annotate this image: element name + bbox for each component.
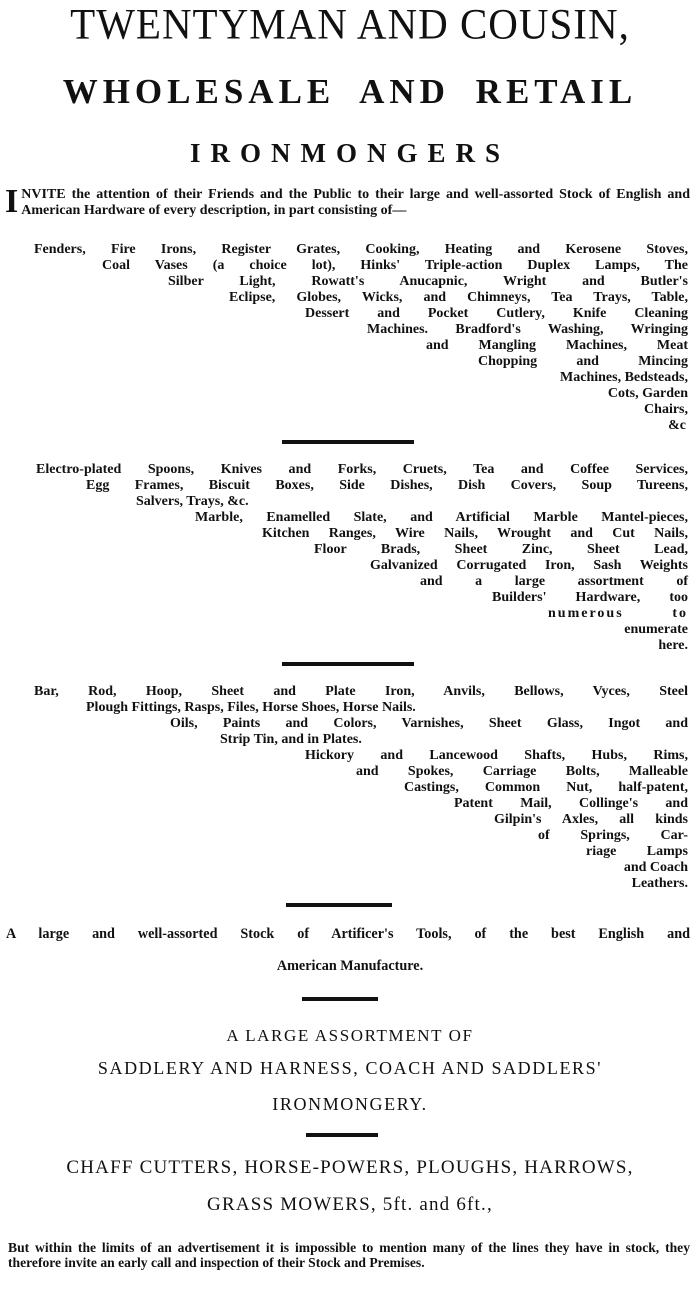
- list-line: Coal Vases (a choice lot), Hinks' Triple-action Duplex Lamps, The: [102, 258, 688, 273]
- closing-paragraph: But within the limits of an advertisement it is impossible to mention many of the lines they have in stock, they therefore invite an early call and inspection of their Stock and Premises.: [8, 1240, 690, 1270]
- list-line: Builders' Hardware, too: [492, 590, 688, 605]
- list-line: Patent Mail, Collinge's and: [454, 796, 688, 811]
- drop-cap: I: [5, 183, 19, 220]
- list-line: Salvers, Trays, &c.: [136, 494, 249, 509]
- list-line: Castings, Common Nut, half-patent,: [404, 780, 688, 795]
- list-line: Kitchen Ranges, Wire Nails, Wrought and Cut Nails,: [262, 526, 688, 541]
- list-line: Fenders, Fire Irons, Register Grates, Cooking, Heating and Kerosene Stoves,: [34, 242, 688, 257]
- list-line: numerous to: [548, 606, 688, 621]
- list-line: Bar, Rod, Hoop, Sheet and Plate Iron, Anvils, Bellows, Vyces, Steel: [34, 684, 688, 699]
- saddlery-line-3: IRONMONGERY.: [272, 1094, 428, 1114]
- occupation-heading: IRONMONGERS: [189, 138, 510, 168]
- tools-line-2: American Manufacture.: [276, 958, 424, 974]
- list-line: Oils, Paints and Colors, Varnishes, Sheet Glass, Ingot and: [170, 716, 688, 731]
- list-line: Machines. Bradford's Washing, Wringing: [367, 322, 688, 337]
- list-line: Plough Fittings, Rasps, Files, Horse Shoes, Horse Nails.: [86, 700, 416, 715]
- list-line: here.: [658, 638, 688, 653]
- list-line: Silber Light, Rowatt's Anucapnic, Wright and Butler's: [168, 274, 688, 289]
- list-line: Electro-plated Spoons, Knives and Forks, Cruets, Tea and Coffee Services,: [36, 462, 688, 477]
- list-line: Strip Tin, and in Plates.: [220, 732, 362, 747]
- implements-line-1: CHAFF CUTTERS, HORSE-POWERS, PLOUGHS, HARROWS,: [66, 1157, 634, 1178]
- intro-paragraph: [5, 183, 690, 220]
- list-line: Leathers.: [631, 876, 688, 891]
- trade-heading: WHOLESALE AND RETAIL: [62, 72, 638, 111]
- list-line: Floor Brads, Sheet Zinc, Sheet Lead,: [314, 542, 688, 557]
- list-line: Dessert and Pocket Cutlery, Knife Cleaning: [305, 306, 688, 321]
- section-divider: [302, 997, 378, 1001]
- list-line: enumerate: [624, 622, 688, 637]
- section-divider: [282, 662, 414, 666]
- list-line: &c: [668, 418, 686, 433]
- list-line: Egg Frames, Biscuit Boxes, Side Dishes, Dish Covers, Soup Tureens,: [86, 478, 688, 493]
- list-line: and Coach: [623, 860, 688, 875]
- section-divider: [282, 440, 414, 444]
- saddlery-line-1: A LARGE ASSORTMENT OF: [226, 1026, 474, 1045]
- list-line: Machines, Bedsteads,: [560, 370, 688, 385]
- list-line: Eclipse, Globes, Wicks, and Chimneys, Tea Trays, Table,: [229, 290, 688, 305]
- list-line: Marble, Enamelled Slate, and Artificial Marble Mantel-pieces,: [195, 510, 688, 525]
- list-line: Cots, Garden: [607, 386, 688, 401]
- list-line: Chopping and Mincing: [478, 354, 688, 369]
- list-line: riage Lamps: [586, 844, 688, 859]
- list-line: Chairs,: [644, 402, 688, 417]
- tools-line-1: A large and well-assorted Stock of Artificer's Tools, of the best English and: [6, 926, 690, 942]
- firm-name: TWENTYMAN AND COUSIN,: [70, 0, 630, 49]
- implements-line-2: GRASS MOWERS, 5ft. and 6ft.,: [207, 1194, 493, 1215]
- list-line: Galvanized Corrugated Iron, Sash Weights: [370, 558, 688, 573]
- intro-text: NVITE the attention of their Friends and the Public to their large and well-assorted Stock of English and American Hardware of every description, in part consisting of—: [21, 187, 690, 218]
- list-line: of Springs, Car-: [538, 828, 688, 843]
- list-line: Gilpin's Axles, all kinds: [494, 812, 688, 827]
- list-line: and a large assortment of: [420, 574, 688, 589]
- saddlery-line-2: SADDLERY AND HARNESS, COACH AND SADDLERS': [97, 1058, 603, 1078]
- list-line: Hickory and Lancewood Shafts, Hubs, Rims,: [305, 748, 688, 763]
- section-divider: [306, 1133, 378, 1137]
- list-line: and Spokes, Carriage Bolts, Malleable: [356, 764, 688, 779]
- list-line: and Mangling Machines, Meat: [426, 338, 688, 353]
- section-divider: [286, 903, 392, 907]
